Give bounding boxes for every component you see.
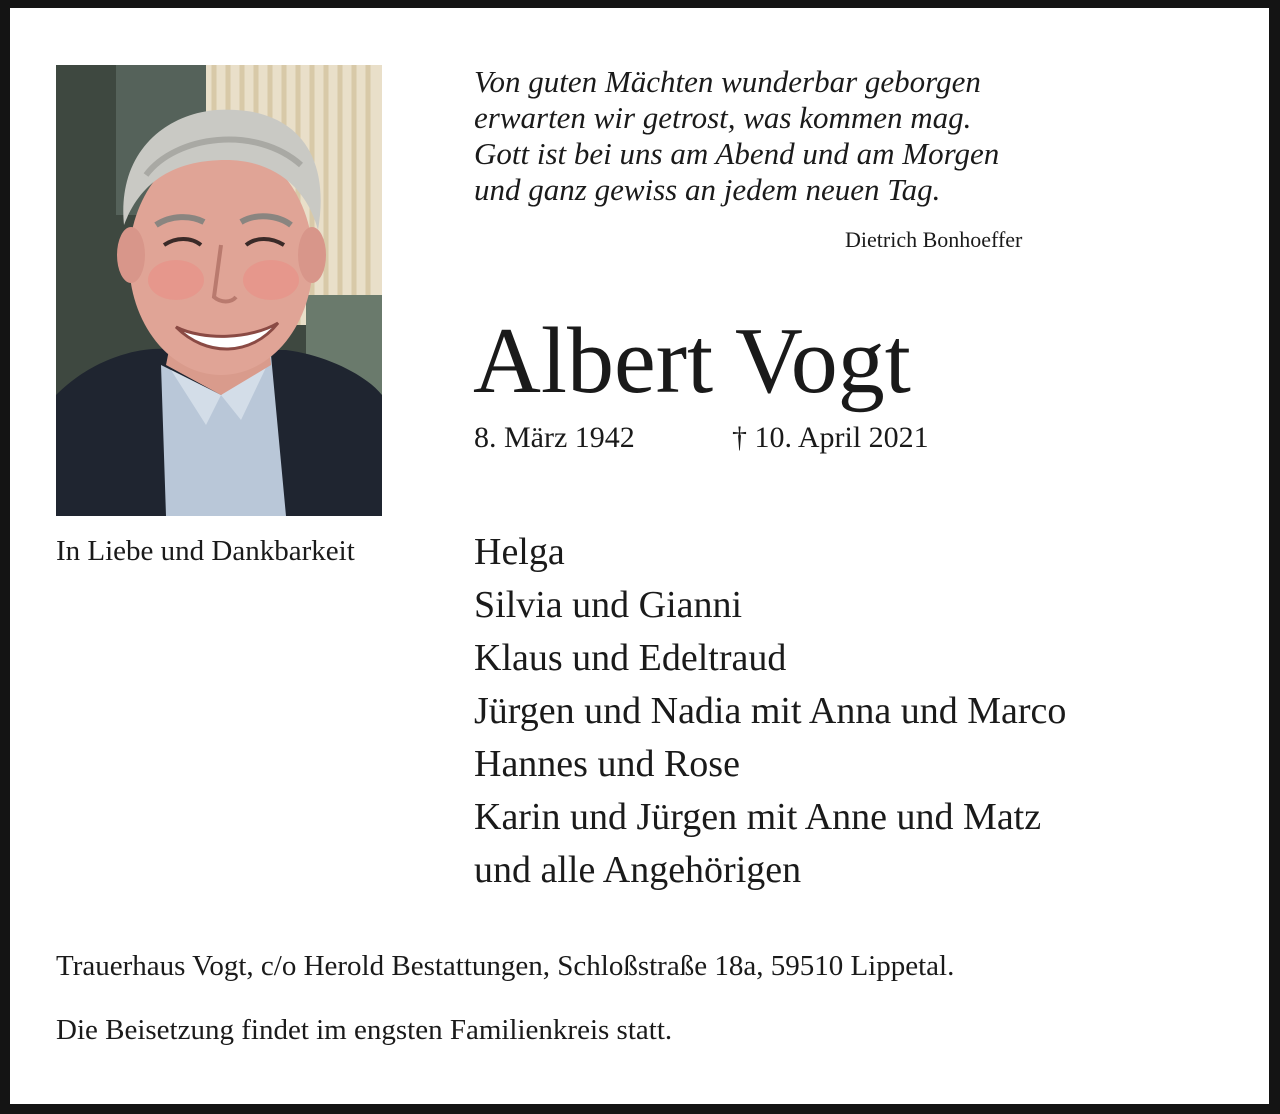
mourners-list [474,526,1066,897]
deceased-name: Albert Vogt [473,309,911,413]
mourner-line: Hannes und Rose [474,743,740,785]
caption: In Liebe und Dankbarkeit [56,535,355,567]
mourner-line: Karin und Jürgen mit Anne und Matz [474,796,1042,838]
quote-line: Gott ist bei uns am Abend und am Morgen [474,136,1000,171]
portrait-photo [56,65,382,516]
mourner-line: Klaus und Edeltraud [474,637,787,679]
mourner-line: und alle Angehörigen [474,849,802,891]
mourner-line: Jürgen und Nadia mit Anna und Marco [474,690,1067,732]
mourner-line: Silvia und Gianni [474,584,743,626]
quote-line: Von guten Mächten wunderbar geborgen [474,64,981,99]
quote-line: und ganz gewiss an jedem neuen Tag. [474,172,941,207]
quote-author: Dietrich Bonhoeffer [845,227,1023,252]
mourner-line: Helga [474,531,565,573]
funeral-home-address: Trauerhaus Vogt, c/o Herold Bestattungen, Schloßstraße 18a, 59510 Lippetal. [56,950,955,982]
birth-date: 8. März 1942 [474,421,635,454]
burial-notice: Die Beisetzung findet im engsten Familienkreis statt. [56,1014,673,1046]
quote-line: erwarten wir getrost, was kommen mag. [474,100,972,135]
life-dates [474,421,929,455]
portrait-icon [56,65,382,516]
obituary-card [10,8,1269,1104]
death-date: † 10. April 2021 [732,421,929,454]
quote [474,64,999,208]
